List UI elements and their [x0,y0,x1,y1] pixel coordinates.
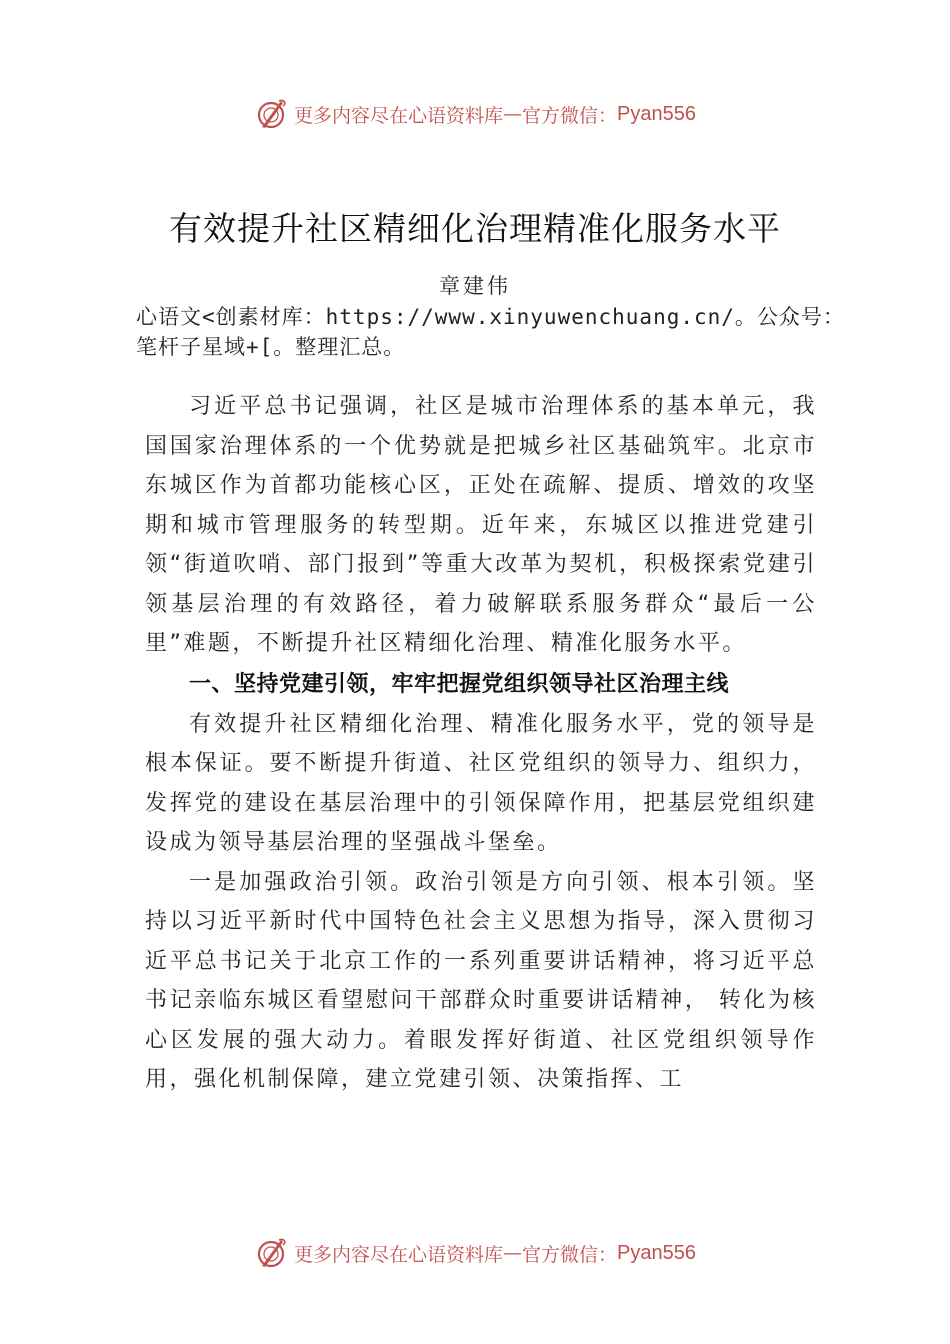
watermark-wechat-label: 官方微信： [522,104,618,127]
watermark-header [0,94,950,134]
watermark-wechat-id: Pyan556 [617,102,696,125]
watermark-separator: — [503,1242,523,1264]
paragraph-political-guidance: 一是加强政治引领。政治引领是方向引领、根本引领。坚持以习近平新时代中国特色社会主义思想为指导，深入贯彻习近平总书记关于北京工作的一系列重要讲话精神，将习近平总书记亲临东城区看望慰问干部群众时重要讲话精神， 转化为核心区发展的强大动力。着眼发挥好街道、社区党组织领导作用，强化机制保障，建立党建引领、决策指挥、工 [145,869,817,1092]
watermark-wechat-label: 官方微信： [522,1243,618,1266]
quill-seal-icon [254,1236,288,1270]
document-title: 有效提升社区精细化治理精准化服务水平 [169,209,781,248]
paragraph-intro: 习近平总书记强调，社区是城市治理体系的基本单元，我国国家治理体系的一个优势就是把城乡社区基础筑牢。北京市东城区作为首都功能核心区，正处在疏解、提质、增效的攻坚期和城市管理服务的转型期。近年来，东城区以推进党建引领“街道吹哨、部门报到”等重大改革为契机，积极探索党建引领基层治理的有效路径，着力破解联系服务群众“最后一公里”难题，不断提升社区精细化治理、精准化服务水平。 [145,394,818,656]
section-heading-1: 一、坚持党建引领，牢牢把握党组织领导社区治理主线 [189,671,730,697]
watermark-text: 更多内容尽在心语资料库 [294,1243,504,1266]
source-note: 心语文<创素材库：https://www.xinyuwenchuang.cn/。公众号：笔杆子星域+[。整理汇总。 [136,305,845,359]
document-body [145,387,817,1100]
paragraph-section-1-lead: 有效提升社区精细化治理、精准化服务水平，党的领导是根本保证。要不断提升街道、社区党组织的领导力、组织力，发挥党的建设在基层治理中的引领保障作用，把基层党组织建设成为领导基层治理的坚强战斗堡垒。 [145,711,817,855]
watermark-text: 更多内容尽在心语资料库 [294,104,504,127]
watermark-wechat-id: Pyan556 [617,1241,696,1264]
watermark-separator: — [503,103,523,125]
watermark-footer [0,1233,950,1273]
document-author: 章建伟 [439,274,511,298]
quill-seal-icon [254,97,288,131]
